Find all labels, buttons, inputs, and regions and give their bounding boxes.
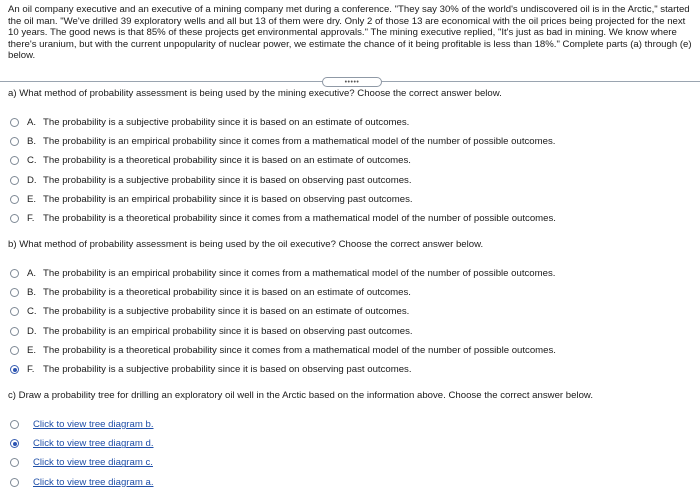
options-b xyxy=(10,264,556,379)
part-a-option-e[interactable] xyxy=(10,190,556,209)
part-a-option-d[interactable] xyxy=(10,171,556,190)
options-c xyxy=(10,415,154,492)
radio-button[interactable] xyxy=(10,156,19,165)
radio-button[interactable] xyxy=(10,269,19,278)
option-letter: D. xyxy=(27,325,37,337)
option-letter: D. xyxy=(27,174,37,186)
radio-button[interactable] xyxy=(10,214,19,223)
radio-button[interactable] xyxy=(10,195,19,204)
options-a xyxy=(10,113,556,228)
question-c: c) Draw a probability tree for drilling an exploratory oil well in the Arctic based on the information above. Choose the correct answer below. xyxy=(8,390,593,401)
radio-button[interactable] xyxy=(10,478,19,487)
radio-button[interactable] xyxy=(10,346,19,355)
question-a: a) What method of probability assessment is being used by the mining executive? Choose the correct answer below. xyxy=(8,88,502,99)
option-text: The probability is a theoretical probability since it is based on an estimate of outcomes. xyxy=(43,155,411,167)
part-b-option-e[interactable] xyxy=(10,341,556,360)
part-b-option-f[interactable] xyxy=(10,360,556,379)
radio-button[interactable] xyxy=(10,307,19,316)
part-c-option-1[interactable] xyxy=(10,415,154,434)
option-letter: A. xyxy=(27,117,37,129)
option-text: The probability is a subjective probability since it is based on observing past outcomes. xyxy=(43,364,412,376)
radio-button[interactable] xyxy=(10,176,19,185)
option-text: The probability is a theoretical probability since it is based on an estimate of outcomes. xyxy=(43,287,411,299)
part-b-option-c[interactable] xyxy=(10,302,556,321)
option-letter: A. xyxy=(27,268,37,280)
option-text: The probability is a subjective probability since it is based on observing past outcomes. xyxy=(43,174,412,186)
part-b-option-d[interactable] xyxy=(10,322,556,341)
tree-diagram-link[interactable]: Click to view tree diagram d. xyxy=(33,438,154,450)
radio-button[interactable] xyxy=(10,288,19,297)
radio-button[interactable] xyxy=(10,118,19,127)
part-c-option-2[interactable] xyxy=(10,434,154,453)
option-text: The probability is an empirical probability since it comes from a mathematical model of the number of possible outcomes. xyxy=(43,268,556,280)
radio-button[interactable] xyxy=(10,365,19,374)
part-a-option-c[interactable] xyxy=(10,151,556,170)
part-a-option-f[interactable] xyxy=(10,209,556,228)
option-letter: E. xyxy=(27,344,37,356)
option-text: The probability is a subjective probability since it is based on an estimate of outcomes. xyxy=(43,117,410,129)
part-c-option-3[interactable] xyxy=(10,453,154,472)
expand-toggle[interactable] xyxy=(0,77,700,85)
option-text: The probability is an empirical probability since it is based on observing past outcomes. xyxy=(43,193,413,205)
option-text: The probability is a theoretical probability since it comes from a mathematical model of the number of possible outcomes. xyxy=(43,344,556,356)
tree-diagram-link[interactable]: Click to view tree diagram c. xyxy=(33,457,153,469)
tree-diagram-link[interactable]: Click to view tree diagram b. xyxy=(33,419,154,431)
option-text: The probability is a subjective probability since it is based on an estimate of outcomes. xyxy=(43,306,410,318)
part-a-option-a[interactable] xyxy=(10,113,556,132)
radio-button[interactable] xyxy=(10,439,19,448)
radio-button[interactable] xyxy=(10,420,19,429)
part-a-option-b[interactable] xyxy=(10,132,556,151)
option-letter: B. xyxy=(27,287,37,299)
part-c-option-4[interactable] xyxy=(10,473,154,492)
option-letter: C. xyxy=(27,306,37,318)
option-letter: C. xyxy=(27,155,37,167)
option-text: The probability is a theoretical probability since it comes from a mathematical model of the number of possible outcomes. xyxy=(43,213,556,225)
option-letter: B. xyxy=(27,136,37,148)
part-b-option-a[interactable] xyxy=(10,264,556,283)
option-letter: F. xyxy=(27,364,35,376)
radio-button[interactable] xyxy=(10,137,19,146)
option-letter: F. xyxy=(27,213,35,225)
problem-statement: An oil company executive and an executive of a mining company met during a conference. "They say 30% of the world's undiscovered oil is in the Arctic," started the oil man. "We've drilled 39 exploratory wells and all but 13 of them were dry. Only 2 of those 13 are economical with the oil prices being projected for the next 10 years. The good news is that 85% of these projects get environmental approvals." The mining executive replied, "It's just as bad in mining. We know where there's uranium, but with the current unpopularity of nuclear power, we estimate the chance of it being profitable is less than 18%." Complete parts (a) through (e) below. xyxy=(8,4,692,62)
expand-button[interactable]: ••••• xyxy=(322,77,382,87)
radio-button[interactable] xyxy=(10,458,19,467)
tree-diagram-link[interactable]: Click to view tree diagram a. xyxy=(33,476,154,488)
question-b: b) What method of probability assessment is being used by the oil executive? Choose the correct answer below. xyxy=(8,239,484,250)
part-b-option-b[interactable] xyxy=(10,283,556,302)
option-letter: E. xyxy=(27,193,37,205)
radio-button[interactable] xyxy=(10,327,19,336)
option-text: The probability is an empirical probability since it comes from a mathematical model of the number of possible outcomes. xyxy=(43,136,556,148)
option-text: The probability is an empirical probability since it is based on observing past outcomes. xyxy=(43,325,413,337)
